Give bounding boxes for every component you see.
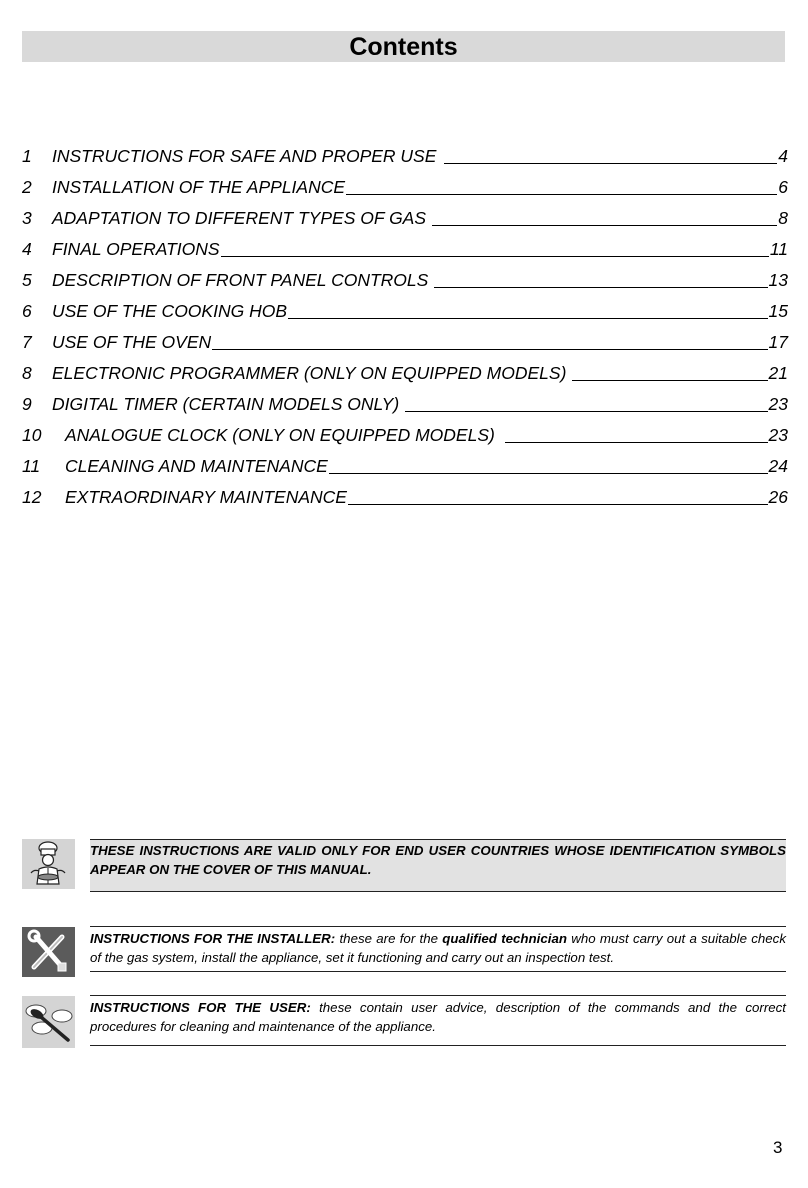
spoon-icon (22, 996, 75, 1048)
toc-number: 9 (22, 394, 32, 414)
toc-entry-9[interactable] (22, 394, 788, 425)
toc-title: ELECTRONIC PROGRAMMER (ONLY ON EQUIPPED MODELS) (52, 363, 567, 383)
toc-page: 11 (769, 239, 788, 259)
validity-text: THESE INSTRUCTIONS ARE VALID ONLY FOR END USER COUNTRIES WHOSE IDENTIFICATION SYMBOLS APPEAR ON THE COVER OF THIS MANUAL. (90, 839, 786, 892)
page-number: 3 (773, 1138, 783, 1157)
toc-leader (288, 304, 768, 319)
toc-title: USE OF THE OVEN (52, 332, 212, 352)
toc-title: ANALOGUE CLOCK (ONLY ON EQUIPPED MODELS) (65, 425, 495, 445)
toc-number: 10 (22, 425, 42, 445)
toc-leader (212, 335, 767, 350)
toc-page: 26 (768, 487, 788, 507)
installer-lead: INSTRUCTIONS FOR THE INSTALLER: (90, 931, 336, 946)
toc-page: 13 (768, 270, 788, 290)
toc-number: 5 (22, 270, 32, 290)
toc-title: USE OF THE COOKING HOB (52, 301, 287, 321)
installer-text (90, 926, 786, 972)
toc-number: 4 (22, 239, 32, 259)
toc-number: 12 (22, 487, 42, 507)
contents-header (22, 31, 785, 62)
installer-text-part1: these are for the (335, 931, 443, 946)
toc-leader (348, 490, 768, 505)
toc-number: 7 (22, 332, 32, 352)
toc-page: 24 (768, 456, 788, 476)
toc-entry-10[interactable] (22, 425, 788, 456)
toc-page: 23 (768, 425, 788, 445)
toc-leader (505, 428, 768, 443)
installer-text-part2: who must carry out a suitable check of the gas system, install the appliance, set it functioning and carry out an inspection test. (90, 931, 786, 965)
toc-number: 6 (22, 301, 32, 321)
toc-leader (434, 273, 767, 288)
toc-page: 8 (778, 208, 788, 228)
toc-entry-12[interactable] (22, 487, 788, 518)
toc-number: 3 (22, 208, 32, 228)
installer-emphasis: qualified technician (442, 931, 567, 946)
toc-title: CLEANING AND MAINTENANCE (65, 456, 328, 476)
toc-title: DIGITAL TIMER (CERTAIN MODELS ONLY) (52, 394, 400, 414)
toc-title: EXTRAORDINARY MAINTENANCE (65, 487, 347, 507)
toc-entry-7[interactable] (22, 332, 788, 363)
user-lead: INSTRUCTIONS FOR THE USER: (90, 1000, 311, 1015)
toc-entry-1[interactable] (22, 146, 788, 177)
toc-title: FINAL OPERATIONS (52, 239, 220, 259)
table-of-contents (22, 146, 788, 518)
toc-title: INSTALLATION OF THE APPLIANCE (52, 177, 346, 197)
toc-number: 1 (22, 146, 32, 166)
toc-leader (432, 211, 777, 226)
chef-icon (22, 839, 75, 889)
toc-page: 15 (768, 301, 788, 321)
user-text (90, 995, 786, 1046)
toc-entry-2[interactable] (22, 177, 788, 208)
page-title: Contents (349, 33, 458, 61)
toc-page: 6 (778, 177, 788, 197)
toc-number: 11 (22, 456, 41, 476)
toc-title: ADAPTATION TO DIFFERENT TYPES OF GAS (52, 208, 427, 228)
toc-leader (346, 180, 777, 195)
toc-entry-6[interactable] (22, 301, 788, 332)
toc-entry-3[interactable] (22, 208, 788, 239)
toc-title: DESCRIPTION OF FRONT PANEL CONTROLS (52, 270, 429, 290)
toc-title: INSTRUCTIONS FOR SAFE AND PROPER USE (52, 146, 437, 166)
toc-entry-8[interactable] (22, 363, 788, 394)
toc-entry-5[interactable] (22, 270, 788, 301)
toc-leader (405, 397, 767, 412)
toc-entry-11[interactable] (22, 456, 788, 487)
tools-icon (22, 927, 75, 977)
toc-page: 17 (768, 332, 788, 352)
user-text-body: these contain user advice, description of the commands and the correct procedures for cleaning and maintenance of the appliance. (90, 1000, 786, 1034)
toc-leader (572, 366, 767, 381)
toc-page: 4 (778, 146, 788, 166)
toc-number: 8 (22, 363, 32, 383)
toc-number: 2 (22, 177, 32, 197)
toc-leader (444, 149, 777, 164)
toc-page: 21 (768, 363, 788, 383)
toc-entry-4[interactable] (22, 239, 788, 270)
toc-leader (221, 242, 769, 257)
toc-page: 23 (768, 394, 788, 414)
toc-leader (329, 459, 768, 474)
